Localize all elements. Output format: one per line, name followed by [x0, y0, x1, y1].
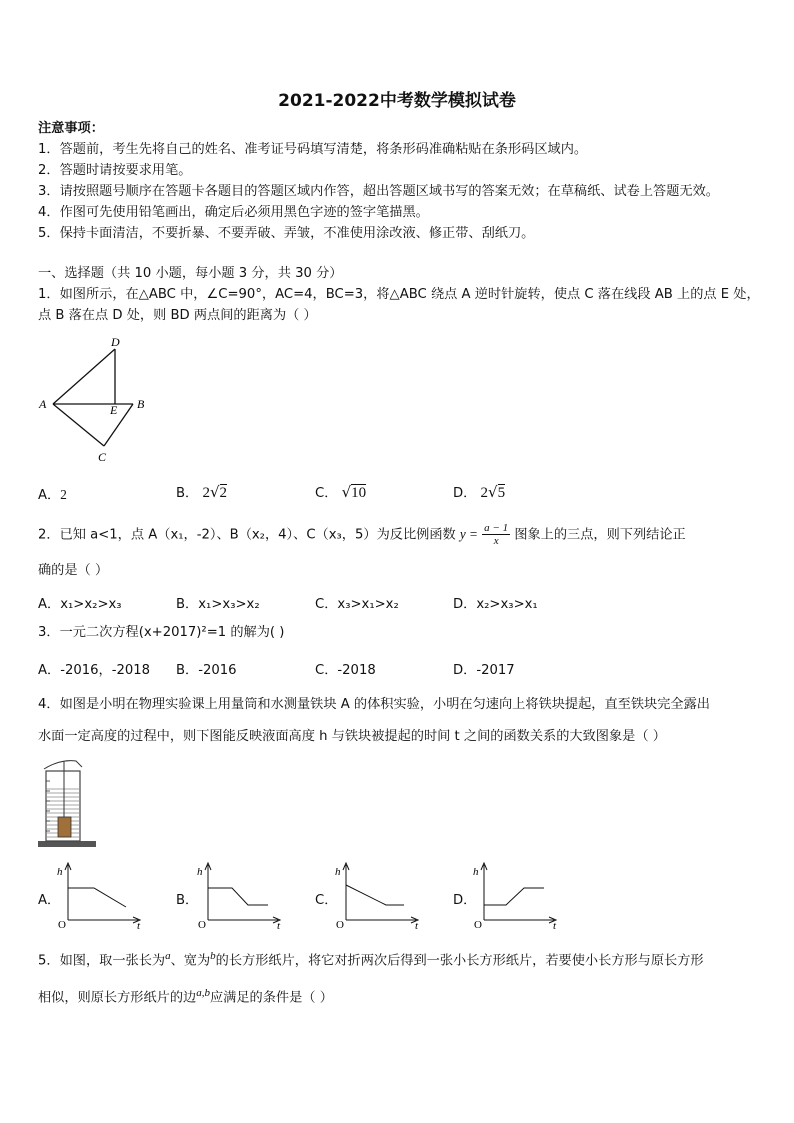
q3-line1: 3．一元二次方程(x+2017)²=1 的解为( ): [38, 625, 285, 640]
q5-var-b: b: [210, 950, 216, 962]
q4-graph-d: [473, 857, 564, 932]
option-value: -2016: [198, 663, 237, 678]
graph-a-x-label: t: [137, 920, 141, 932]
graph-a-origin: O: [58, 919, 66, 931]
page-title: 2021-2022中考数学模拟试卷: [278, 91, 516, 111]
graph-d-y-label: h: [473, 866, 479, 878]
option-label: B．: [176, 663, 199, 678]
q2-frac-num: a − 1: [484, 522, 509, 534]
q2-frac-den: x: [493, 535, 499, 547]
q5-line2-b: 应满足的条件是（ ）: [210, 990, 333, 1006]
label-D: D: [111, 335, 120, 349]
label-A: A: [39, 397, 47, 411]
q4-option-a[interactable]: A．: [38, 893, 61, 908]
q1-triangle-figure: [36, 334, 156, 464]
graph-a-y-label: h: [57, 866, 63, 878]
q4-line2: 水面一定高度的过程中，则下图能反映液面高度 h 与铁块被提起的时间 t 之间的函数关系的大致图象是（ ）: [38, 729, 666, 744]
graph-d-origin: O: [474, 919, 482, 931]
graduated-cylinder-figure: [38, 757, 100, 849]
notice-item-1: 1．答题前，考生先将自己的姓名、准考证号码填写清楚，将条形码准确粘贴在条形码区域内。: [38, 142, 588, 157]
q2-line2: 确的是（ ）: [38, 563, 109, 578]
sqrt-icon: √: [341, 483, 352, 501]
q2-option-d[interactable]: [453, 593, 538, 612]
option-value: -2016，-2018: [60, 663, 151, 678]
notice-item-4: 4．作图可先使用铅笔画出，确定后必须用黑色字迹的签字笔描黑。: [38, 205, 429, 220]
q4-graph-a: [57, 857, 148, 932]
sqrt-radicand: 10: [351, 485, 367, 501]
option-label: A．: [38, 597, 61, 612]
q5-line2-a: 相似，则原长方形纸片的边: [38, 990, 197, 1006]
q5-line2: [38, 983, 333, 1008]
sqrt-radicand: 2: [219, 485, 228, 501]
q4-line1: 4．如图是小明在物理实验课上用量筒和水测量铁块 A 的体积实验，小明在匀速向上将铁块提起，直至铁块完全露出: [38, 697, 710, 712]
q2-option-b[interactable]: [176, 593, 260, 612]
q2-line1-post: 图象上的三点，则下列结论正: [514, 527, 686, 543]
option-label: A．: [38, 663, 61, 678]
graph-b-origin: O: [198, 919, 206, 931]
graph-b-x-label: t: [277, 920, 281, 932]
q2-option-a[interactable]: [38, 593, 122, 612]
q5-line1: [38, 946, 704, 971]
graph-b-y-label: h: [197, 866, 203, 878]
notice-item-2: 2．答题时请按要求用笔。: [38, 163, 192, 178]
option-value: x₂>x₃>x₁: [476, 597, 538, 612]
q2-line1: [38, 522, 686, 547]
sqrt-icon: √: [488, 483, 498, 501]
label-E: E: [110, 403, 118, 417]
q1-line1: 1．如图所示，在△ABC 中，∠C=90°，AC=4，BC=3，将△ABC 绕点 A 逆时针旋转，使点 C 落在线段 AB 上的点 E 处，: [38, 287, 760, 302]
q3-option-b[interactable]: [176, 659, 237, 678]
sqrt-icon: √: [209, 483, 220, 501]
q5-line1-b: 、宽为: [170, 953, 211, 969]
option-value: x₁>x₂>x₃: [60, 597, 122, 612]
q4-option-c[interactable]: C．: [315, 893, 338, 908]
option-label: A．: [38, 488, 61, 503]
sqrt-coefficient: 2: [480, 485, 489, 501]
q3-option-a[interactable]: [38, 659, 150, 678]
q4-option-d[interactable]: D．: [453, 893, 477, 908]
q4-graph-b: [197, 857, 288, 932]
graph-c-origin: O: [336, 919, 344, 931]
option-value: x₁>x₃>x₂: [198, 597, 260, 612]
q1-option-a[interactable]: [38, 484, 67, 503]
graph-c-y-label: h: [335, 866, 341, 878]
q5-line1-c: 的长方形纸片，将它对折两次后得到一张小长方形纸片，若要使小长方形与原长方形: [215, 953, 704, 969]
notice-item-5: 5．保持卡面清洁，不要折暴、不要弄破、弄皱，不准使用涂改液、修正带、刮纸刀。: [38, 226, 535, 241]
q5-vars-ab: a,b: [196, 987, 210, 999]
q3-option-c[interactable]: [315, 659, 376, 678]
option-label: D．: [453, 597, 477, 612]
q2-option-c[interactable]: [315, 593, 399, 612]
sqrt-radicand: 5: [497, 485, 506, 501]
option-label: D．: [453, 486, 477, 501]
label-C: C: [98, 450, 107, 464]
option-value: 2: [60, 487, 67, 502]
q2-func-lhs: y =: [459, 526, 478, 542]
option-label: C．: [315, 663, 338, 678]
q1-option-c[interactable]: [315, 482, 366, 502]
q2-line1-pre: 2．已知 a<1，点 A（x₁，-2）、B（x₂，4）、C（x₃，5）为反比例函数: [38, 527, 456, 543]
q1-line2: 点 B 落在点 D 处，则 BD 两点间的距离为（ ）: [38, 308, 317, 323]
q3-option-d[interactable]: [453, 659, 515, 678]
q5-line1-a: 5．如图，取一张长为: [38, 953, 166, 969]
q4-option-b[interactable]: B．: [176, 893, 199, 908]
option-label: B．: [176, 597, 199, 612]
option-label: D．: [453, 663, 477, 678]
option-value: -2018: [337, 663, 376, 678]
option-value: x₃>x₁>x₂: [337, 597, 399, 612]
option-label: B．: [176, 486, 199, 501]
q1-option-d[interactable]: [453, 482, 505, 502]
option-value: -2017: [476, 663, 515, 678]
q2-fraction: [482, 522, 510, 547]
notice-heading: 注意事项：: [38, 121, 104, 136]
q4-graph-c: [335, 857, 426, 932]
graph-c-x-label: t: [415, 920, 419, 932]
option-label: C．: [315, 597, 338, 612]
graph-d-x-label: t: [553, 920, 557, 932]
q1-option-b[interactable]: [176, 482, 227, 502]
option-label: C．: [315, 486, 338, 501]
sqrt-coefficient: 2: [202, 485, 210, 501]
label-B: B: [137, 397, 145, 411]
notice-item-3: 3．请按照题号顺序在答题卡各题目的答题区域内作答，超出答题区域书写的答案无效；在草稿纸、试卷上答题无效。: [38, 184, 719, 199]
section-heading: 一、选择题（共 10 小题，每小题 3 分，共 30 分）: [38, 266, 343, 281]
q5-var-a: a: [165, 950, 171, 962]
